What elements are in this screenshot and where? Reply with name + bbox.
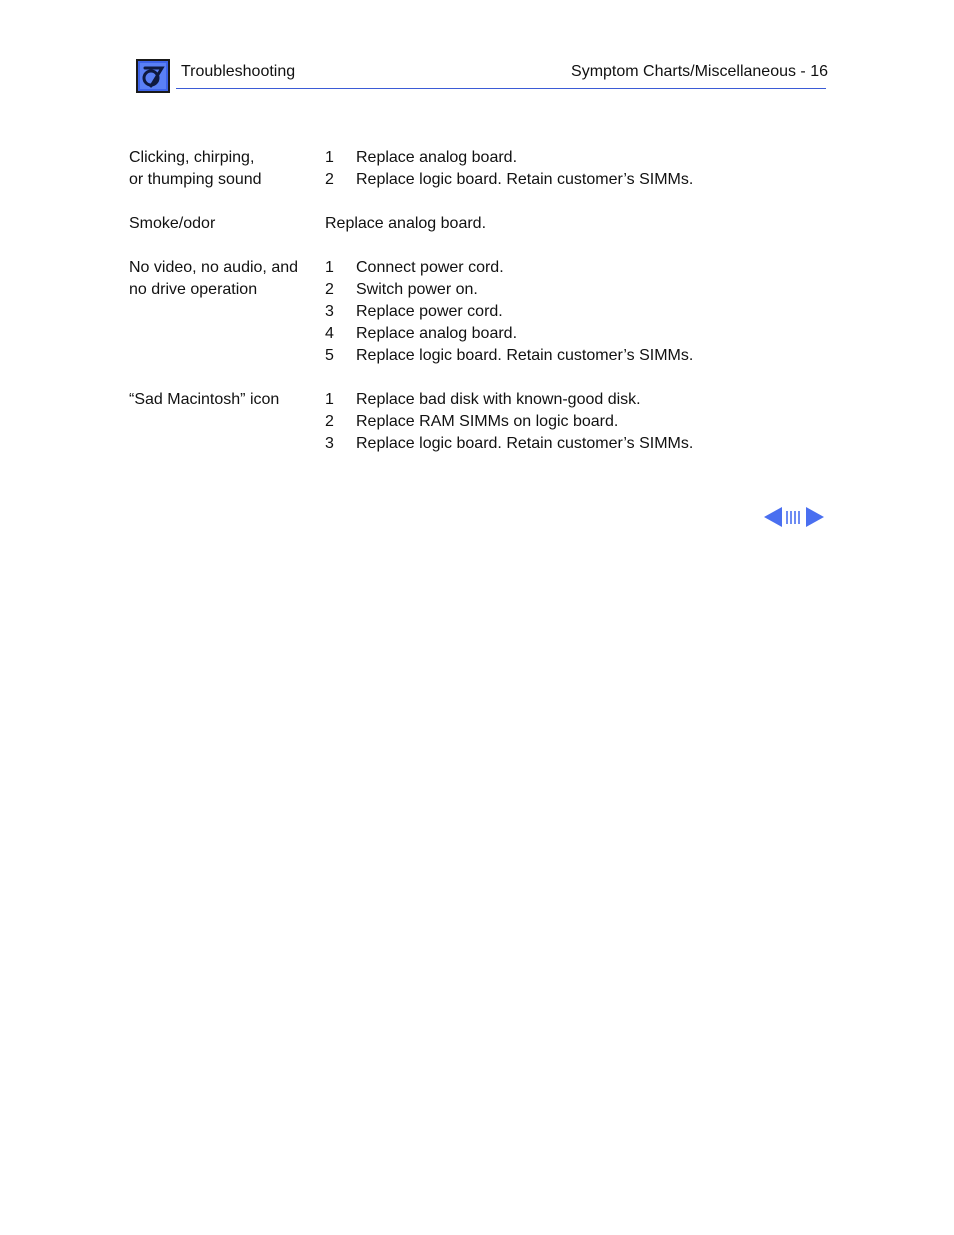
step-number: 1: [325, 391, 334, 408]
solution-steps: [325, 147, 829, 191]
triangle-left-icon[interactable]: [764, 507, 782, 527]
solution-step: [325, 169, 829, 191]
symptom-entry: [129, 389, 829, 455]
solution-step: [325, 147, 829, 169]
step-text: Replace power cord.: [356, 303, 503, 320]
step-number: 1: [325, 259, 334, 276]
symptom-label: No video, no audio, and no drive operation: [129, 259, 299, 298]
step-number: 4: [325, 325, 334, 342]
symptom-label: “Sad Macintosh” icon: [129, 391, 280, 408]
header-divider: [176, 88, 826, 89]
solution-step: [325, 345, 829, 367]
solution-steps: [325, 389, 829, 455]
next-page-button[interactable]: [806, 507, 824, 527]
step-number: 1: [325, 149, 334, 166]
symptom-entry: [129, 257, 829, 367]
step-number: 2: [325, 171, 334, 188]
index-button[interactable]: [787, 511, 799, 524]
step-text: Replace bad disk with known-good disk.: [356, 391, 641, 408]
step-number: 2: [325, 281, 334, 298]
solution-step: [325, 433, 829, 455]
step-text: Switch power on.: [356, 281, 478, 298]
symptom-chart: [129, 147, 829, 477]
solution-step: [325, 301, 829, 323]
page-index-icon[interactable]: [787, 511, 799, 524]
step-number: 5: [325, 347, 334, 364]
solution-steps: [325, 257, 829, 367]
step-number: 3: [325, 435, 334, 452]
solution-step: [325, 389, 829, 411]
solution-step: [325, 411, 829, 433]
page-navigation: [763, 506, 825, 528]
solution-step: [325, 279, 829, 301]
apple-service-logo-icon: [135, 58, 171, 94]
symptom-label: Clicking, chirping, or thumping sound: [129, 149, 262, 188]
step-text: Replace logic board. Retain customer’s SIMMs.: [356, 171, 694, 188]
symptom-entry: [129, 147, 829, 191]
solution-step: [325, 323, 829, 345]
page-title: Symptom Charts/Miscellaneous - 16: [571, 63, 828, 80]
step-text: Replace analog board.: [356, 325, 518, 342]
symptom-label: Smoke/odor: [129, 215, 216, 232]
symptom-entry: [129, 213, 829, 235]
step-text: Replace RAM SIMMs on logic board.: [356, 413, 619, 430]
step-text: Replace logic board. Retain customer’s SIMMs.: [356, 435, 694, 452]
step-text: Connect power cord.: [356, 259, 504, 276]
solution-step: [325, 257, 829, 279]
section-title: Troubleshooting: [181, 63, 296, 80]
step-text: Replace logic board. Retain customer’s SIMMs.: [356, 347, 694, 364]
step-number: 2: [325, 413, 334, 430]
step-number: 3: [325, 303, 334, 320]
previous-page-button[interactable]: [764, 507, 782, 527]
solution-text: Replace analog board.: [325, 215, 487, 232]
step-text: Replace analog board.: [356, 149, 518, 166]
triangle-right-icon[interactable]: [806, 507, 824, 527]
